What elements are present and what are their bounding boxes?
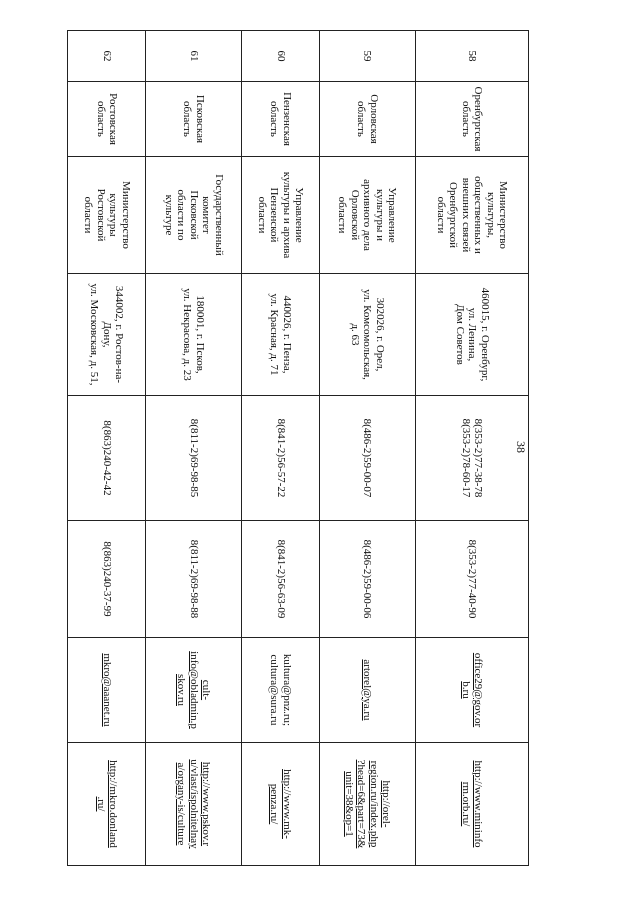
- region-name: Пензенская область: [241, 82, 319, 157]
- postal-address: 344002, г. Ростов-на- Дону, ул. Московская, д. 51,: [68, 274, 146, 396]
- region-name: Псковская область: [146, 82, 242, 157]
- organization-name: Управление культуры и архива Пензенской области: [241, 157, 319, 274]
- rotated-sheet: [67, 30, 529, 865]
- website-link[interactable]: http://www.pskov.r u/vlast/ispolnitelnay a/organy-is/culture: [146, 743, 242, 866]
- table-row: [319, 31, 415, 866]
- organization-name: Управление культуры и архивного дела Орловской области: [319, 157, 415, 274]
- row-number: 61: [146, 31, 242, 82]
- page-number: 38: [514, 441, 528, 453]
- culture-authorities-table: [67, 30, 529, 866]
- fax-number: 8(811-2)69-98-88: [146, 521, 242, 638]
- website-link[interactable]: http://mkro.donland .ru/: [68, 743, 146, 866]
- table-row: [146, 31, 242, 866]
- organization-name: Министерство культуры Ростовской области: [68, 157, 146, 274]
- region-name: Орловская область: [319, 82, 415, 157]
- website-link[interactable]: http://www.mininfo rm.orb.ru/: [415, 743, 528, 866]
- postal-address: 440026, г. Пенза, ул. Красная, д. 71: [241, 274, 319, 396]
- row-number: 62: [68, 31, 146, 82]
- phone-number: 8(863)240-42-42: [68, 396, 146, 521]
- phone-number: 8(841-2)56-57-22: [241, 396, 319, 521]
- website-link[interactable]: http://www.mk- penza.ru/: [241, 743, 319, 866]
- email-link[interactable]: mkro@aaanet.ru: [68, 638, 146, 743]
- table-row: [415, 31, 528, 866]
- phone-number: 8(353-2)77-38-78 8(353-2)78-60-17: [415, 396, 528, 521]
- fax-number: 8(486-2)59-00-06: [319, 521, 415, 638]
- fax-number: 8(863)240-37-99: [68, 521, 146, 638]
- region-name: Оренбургская область: [415, 82, 528, 157]
- website-link[interactable]: http://orel- region.ru/index.php ?head=6&part=73& unit=38&op=1: [319, 743, 415, 866]
- email-link[interactable]: office29@gov.or b.ru: [415, 638, 528, 743]
- table-row: [68, 31, 146, 866]
- table-row: [241, 31, 319, 866]
- region-name: Ростовская область: [68, 82, 146, 157]
- row-number: 59: [319, 31, 415, 82]
- phone-number: 8(811-2)69-98-85: [146, 396, 242, 521]
- postal-address: 302026, г. Орел, ул. Комсомольская, д. 63: [319, 274, 415, 396]
- email-text: kultura@pnz.ru; cultura@sura.ru: [241, 638, 319, 743]
- email-link[interactable]: cult- info@obladmin.p skov.ru: [146, 638, 242, 743]
- phone-number: 8(486-2)59-00-07: [319, 396, 415, 521]
- fax-number: 8(353-2)77-40-90: [415, 521, 528, 638]
- postal-address: 460015, г. Оренбург, ул. Ленина, Дом Советов: [415, 274, 528, 396]
- fax-number: 8(841-2)56-63-09: [241, 521, 319, 638]
- postal-address: 180001, г. Псков, ул. Некрасова, д. 23: [146, 274, 242, 396]
- row-number: 58: [415, 31, 528, 82]
- organization-name: Министерство культуры, общественных и внешних связей Оренбургской области: [415, 157, 528, 274]
- row-number: 60: [241, 31, 319, 82]
- organization-name: Государственный комитет Псковской области по культуре: [146, 157, 242, 274]
- email-link[interactable]: artorel@ya.ru: [319, 638, 415, 743]
